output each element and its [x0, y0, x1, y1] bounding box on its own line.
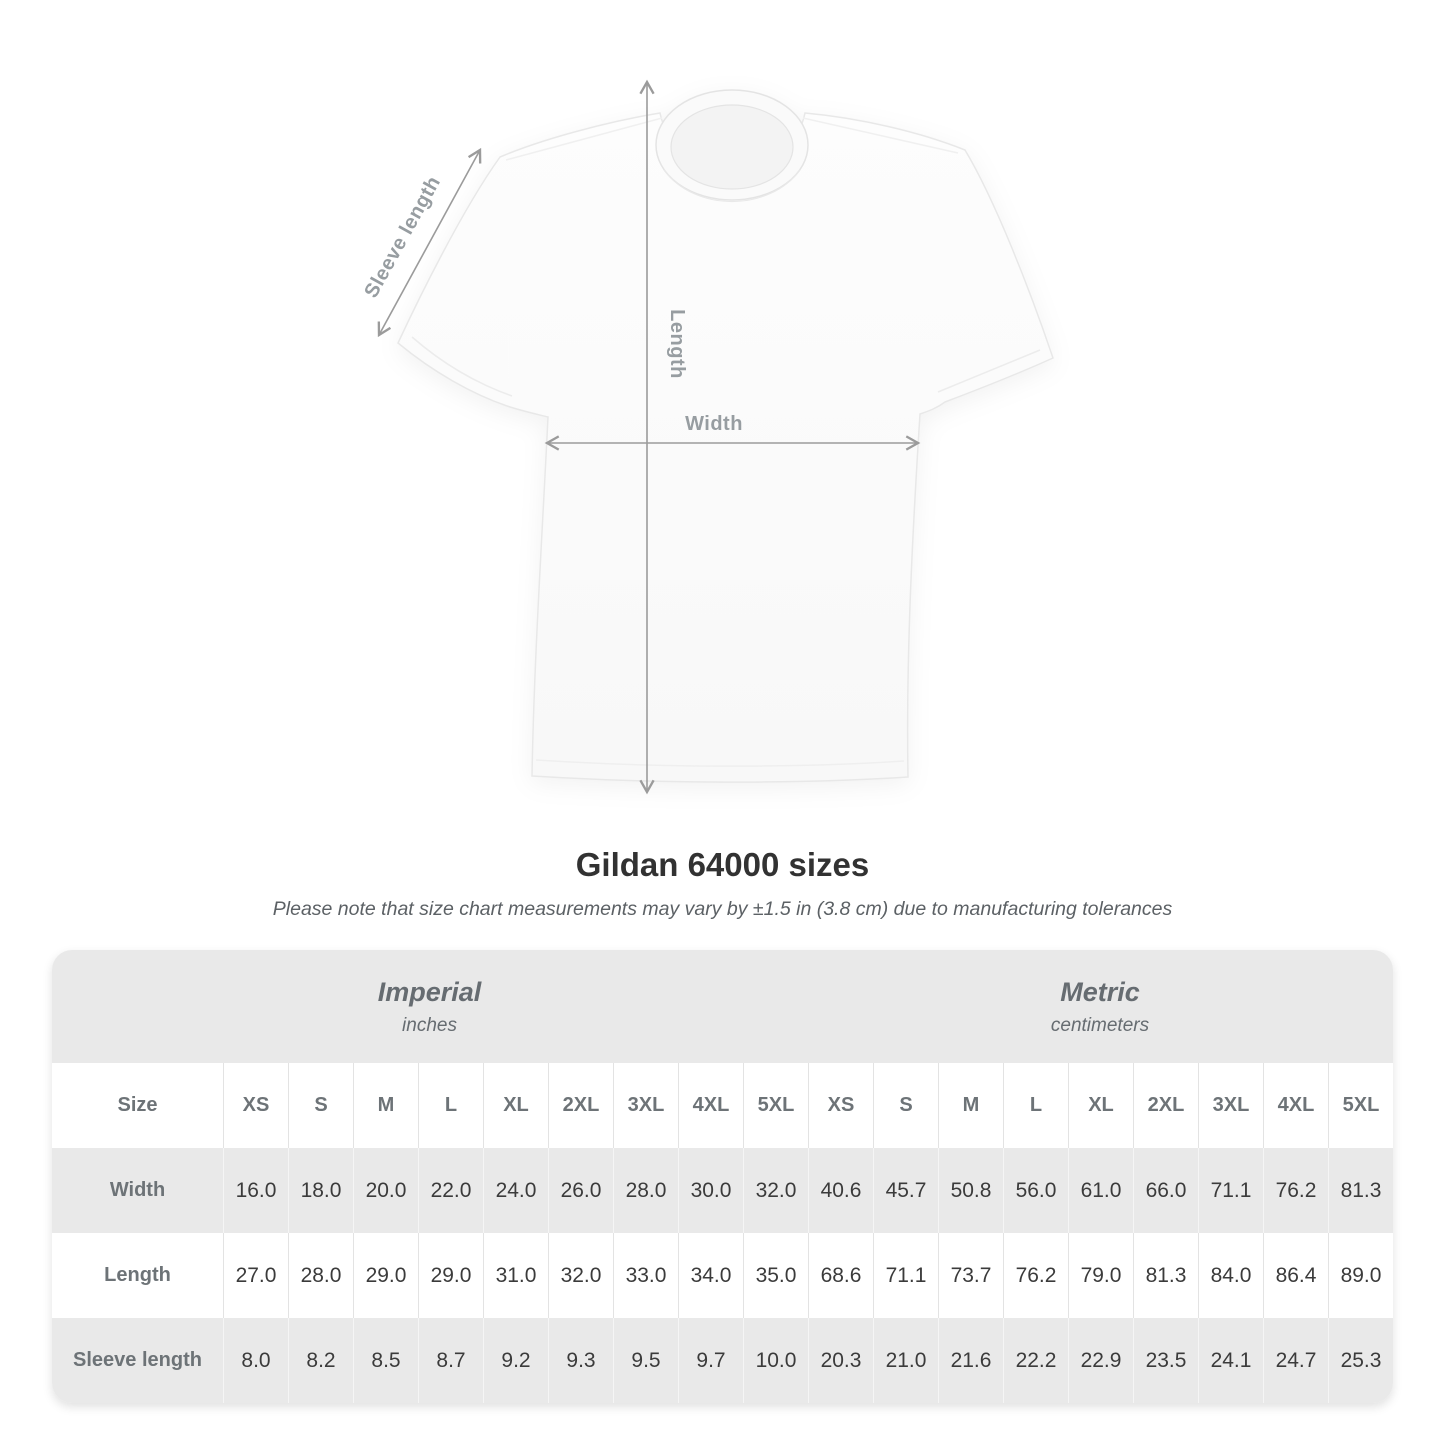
value-cell: 8.0: [223, 1318, 288, 1403]
size-col-header: XL: [1068, 1063, 1133, 1148]
collar-inner: [671, 105, 793, 189]
value-cell: 86.4: [1263, 1233, 1328, 1318]
value-cell: 24.0: [483, 1148, 548, 1233]
value-cell: 24.1: [1198, 1318, 1263, 1403]
size-header-row: [52, 1063, 1393, 1148]
value-cell: 76.2: [1263, 1148, 1328, 1233]
value-cell: 29.0: [353, 1233, 418, 1318]
tolerance-note: Please note that size chart measurements may vary by ±1.5 in (3.8 cm) due to manufacturing tolerances: [272, 898, 1173, 920]
value-cell: 35.0: [743, 1233, 808, 1318]
value-cell: 27.0: [223, 1233, 288, 1318]
size-col-header: S: [288, 1063, 353, 1148]
size-col-header: 5XL: [1328, 1063, 1393, 1148]
length-arrow-label: Length: [666, 309, 688, 379]
size-col-header: 4XL: [678, 1063, 743, 1148]
value-cell: 9.5: [613, 1318, 678, 1403]
value-cell: 22.2: [1003, 1318, 1068, 1403]
value-cell: 45.7: [873, 1148, 938, 1233]
value-cell: 21.6: [938, 1318, 1003, 1403]
size-row-label: Size: [117, 1094, 158, 1116]
value-cell: 81.3: [1328, 1148, 1393, 1233]
size-col-header: L: [418, 1063, 483, 1148]
metric-unit: centimeters: [1050, 1014, 1150, 1036]
size-col-header: XS: [808, 1063, 873, 1148]
page-title: Gildan 64000 sizes: [575, 846, 870, 883]
value-cell: 32.0: [548, 1233, 613, 1318]
value-cell: 76.2: [1003, 1233, 1068, 1318]
value-cell: 71.1: [873, 1233, 938, 1318]
width-row-label: Width: [109, 1179, 166, 1201]
width-arrow-label: Width: [685, 413, 743, 435]
value-cell: 30.0: [678, 1148, 743, 1233]
value-cell: 56.0: [1003, 1148, 1068, 1233]
value-cell: 84.0: [1198, 1233, 1263, 1318]
value-cell: 68.6: [808, 1233, 873, 1318]
value-cell: 73.7: [938, 1233, 1003, 1318]
value-cell: 40.6: [808, 1148, 873, 1233]
size-col-header: XS: [223, 1063, 288, 1148]
value-cell: 33.0: [613, 1233, 678, 1318]
size-col-header: M: [353, 1063, 418, 1148]
value-cell: 34.0: [678, 1233, 743, 1318]
imperial-group-header: [52, 950, 807, 1063]
value-cell: 79.0: [1068, 1233, 1133, 1318]
tshirt-image: [398, 90, 1053, 782]
value-cell: 18.0: [288, 1148, 353, 1233]
value-cell: 20.0: [353, 1148, 418, 1233]
size-col-header: M: [938, 1063, 1003, 1148]
value-cell: 8.2: [288, 1318, 353, 1403]
data-row-0: [52, 1148, 1393, 1233]
value-cell: 29.0: [418, 1233, 483, 1318]
value-cell: 16.0: [223, 1148, 288, 1233]
size-col-header: 2XL: [548, 1063, 613, 1148]
imperial-title: Imperial: [377, 976, 482, 1007]
value-cell: 9.7: [678, 1318, 743, 1403]
unit-group-header: [52, 950, 1393, 1063]
value-cell: 22.9: [1068, 1318, 1133, 1403]
value-cell: 21.0: [873, 1318, 938, 1403]
value-cell: 66.0: [1133, 1148, 1198, 1233]
size-chart-table: [52, 950, 1393, 1403]
value-cell: 50.8: [938, 1148, 1003, 1233]
value-cell: 28.0: [613, 1148, 678, 1233]
value-cell: 22.0: [418, 1148, 483, 1233]
imperial-unit: inches: [402, 1014, 457, 1036]
size-col-header: 3XL: [1198, 1063, 1263, 1148]
size-col-header: 4XL: [1263, 1063, 1328, 1148]
value-cell: 20.3: [808, 1318, 873, 1403]
tshirt-body: [398, 113, 1053, 782]
value-cell: 9.2: [483, 1318, 548, 1403]
value-cell: 89.0: [1328, 1233, 1393, 1318]
value-cell: 8.5: [353, 1318, 418, 1403]
size-col-header: 3XL: [613, 1063, 678, 1148]
sleeve-length-arrow-label: Sleeve length: [360, 172, 446, 302]
value-cell: 71.1: [1198, 1148, 1263, 1233]
value-cell: 61.0: [1068, 1148, 1133, 1233]
metric-title: Metric: [1060, 976, 1140, 1007]
value-cell: 28.0: [288, 1233, 353, 1318]
length-row-label: Length: [104, 1264, 171, 1286]
size-col-header: 5XL: [743, 1063, 808, 1148]
value-cell: 25.3: [1328, 1318, 1393, 1403]
data-row-2: [52, 1318, 1393, 1403]
value-cell: 9.3: [548, 1318, 613, 1403]
value-cell: 32.0: [743, 1148, 808, 1233]
data-row-1: [52, 1233, 1393, 1318]
size-col-header: XL: [483, 1063, 548, 1148]
size-col-header: L: [1003, 1063, 1068, 1148]
value-cell: 81.3: [1133, 1233, 1198, 1318]
value-cell: 24.7: [1263, 1318, 1328, 1403]
metric-group-header: [807, 950, 1393, 1063]
sleeve-row-label: Sleeve length: [73, 1349, 202, 1371]
value-cell: 10.0: [743, 1318, 808, 1403]
value-cell: 8.7: [418, 1318, 483, 1403]
value-cell: 23.5: [1133, 1318, 1198, 1403]
value-cell: 26.0: [548, 1148, 613, 1233]
value-cell: 31.0: [483, 1233, 548, 1318]
size-col-header: 2XL: [1133, 1063, 1198, 1148]
size-col-header: S: [873, 1063, 938, 1148]
